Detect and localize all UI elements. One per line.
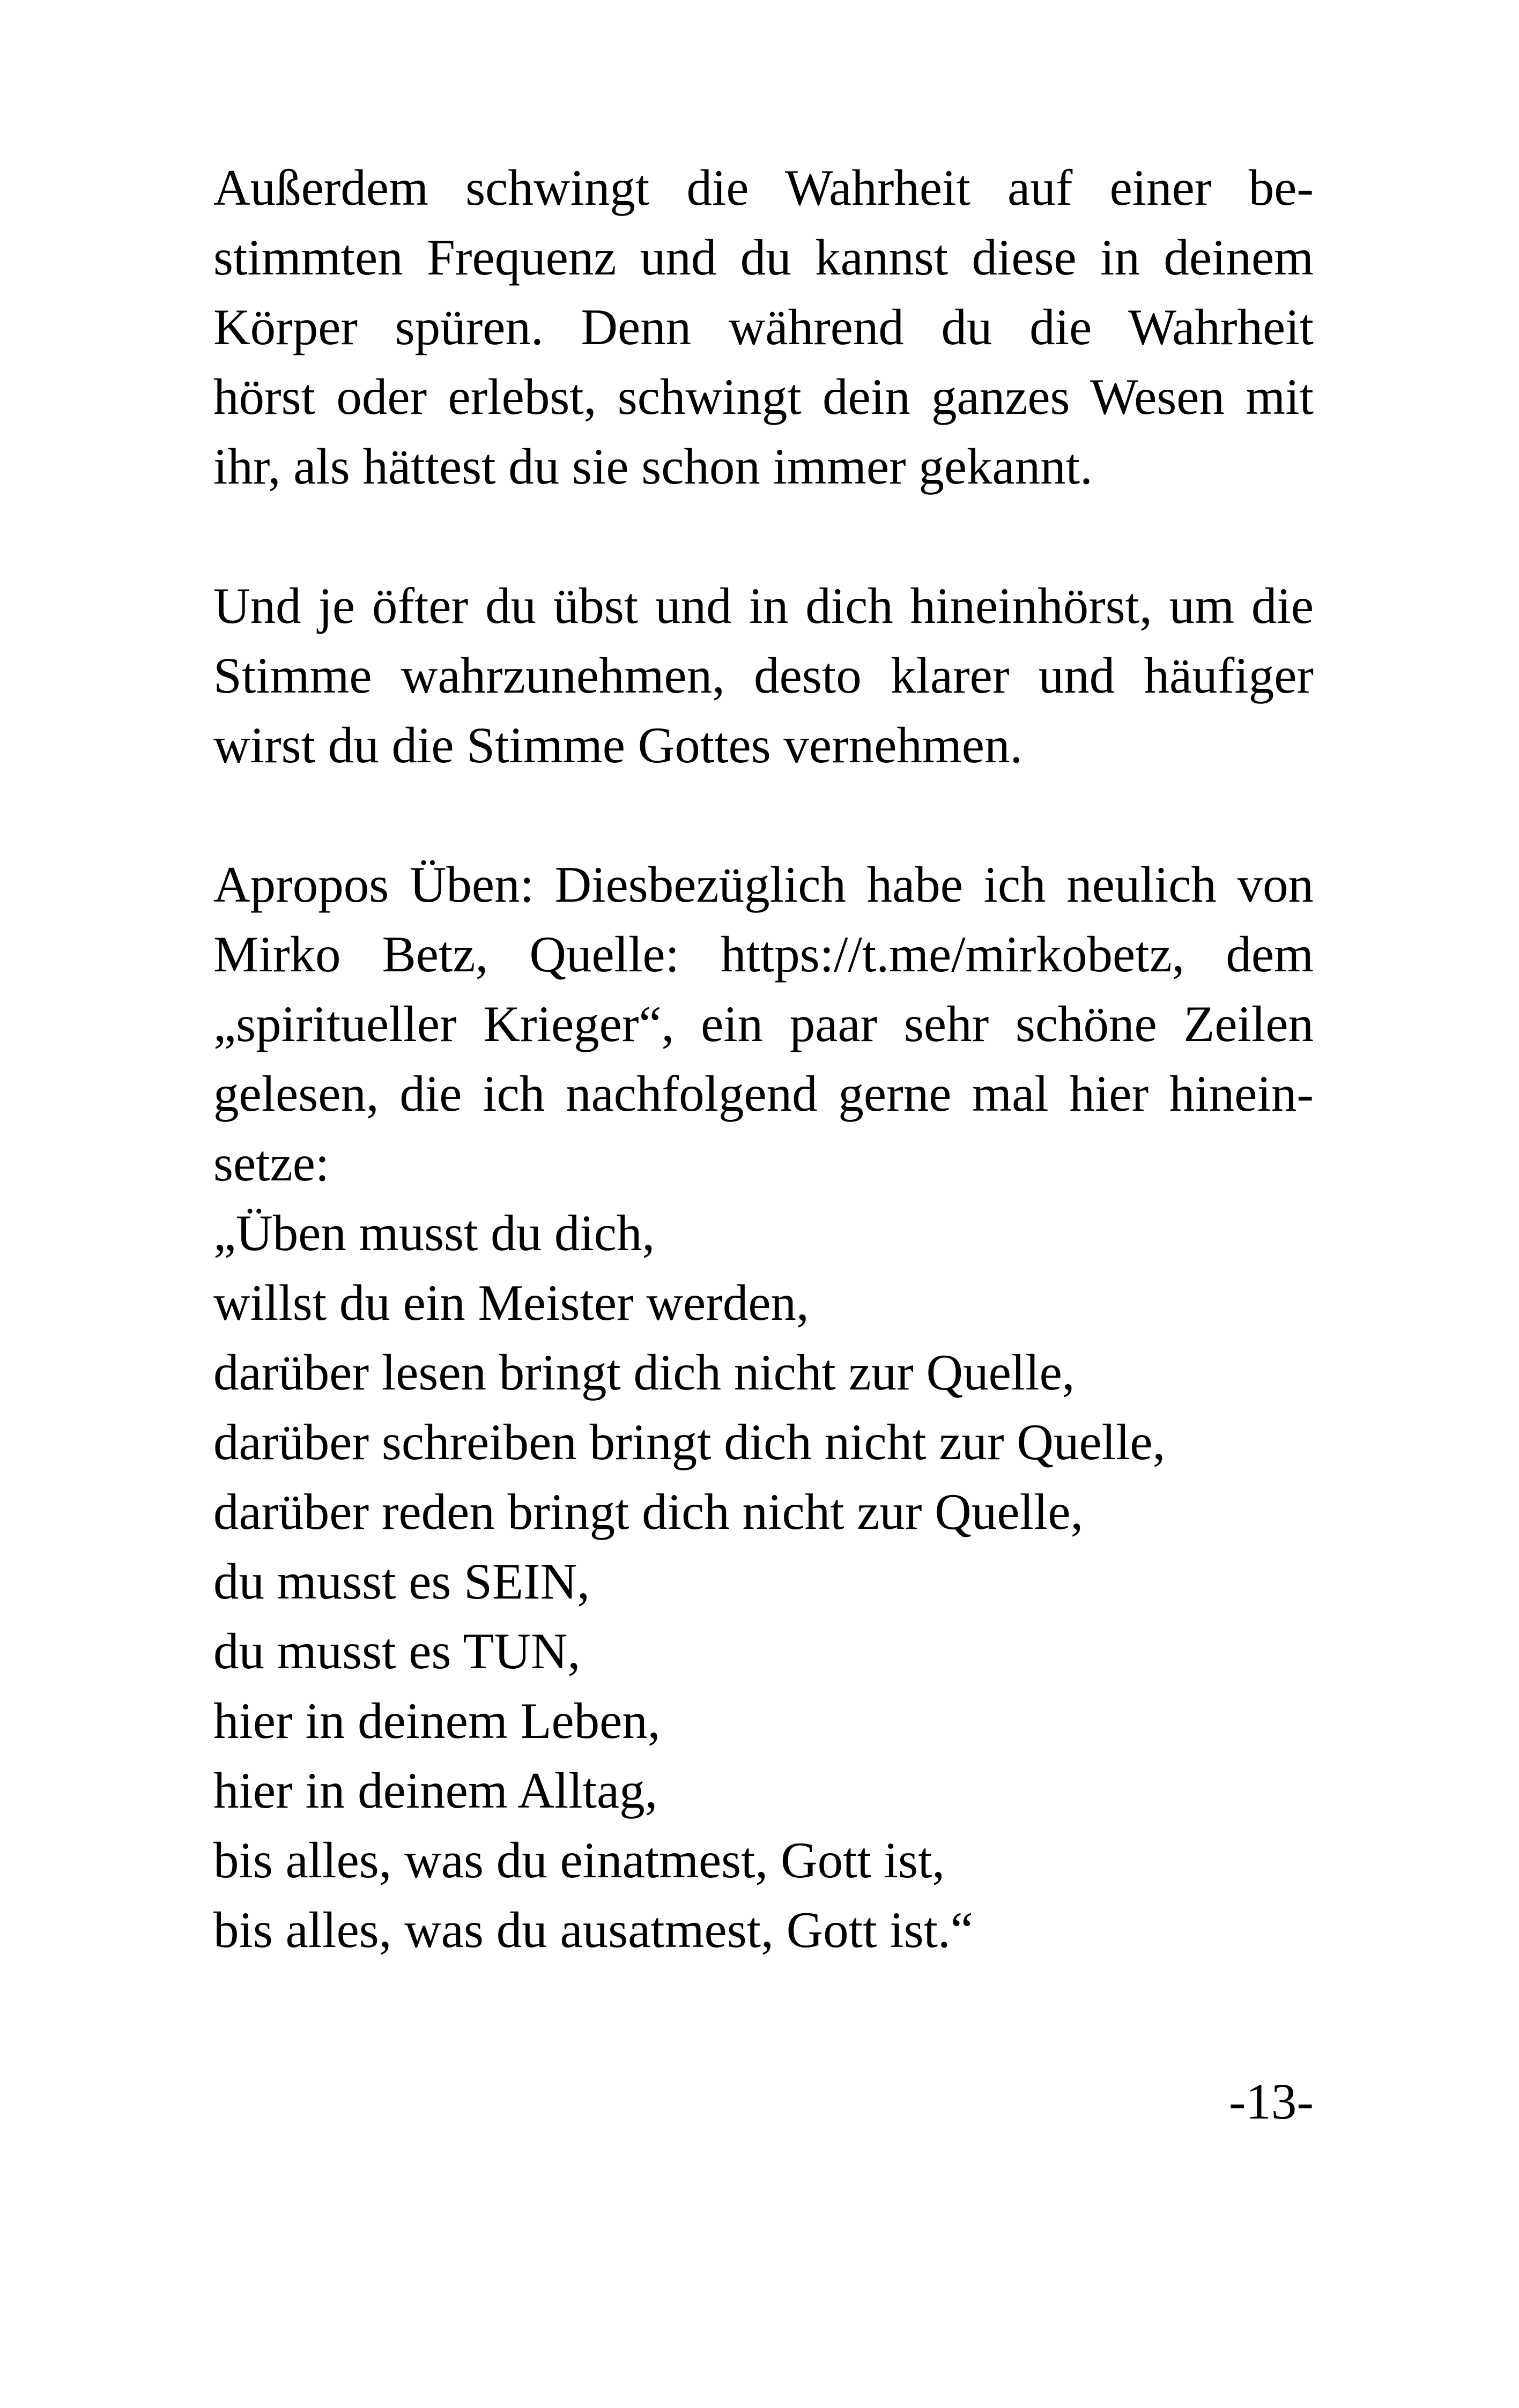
paragraph-spacer: [213, 780, 1314, 850]
text-line: Und je öfter du übst und in dich hineinhörst, um die: [213, 577, 1314, 634]
poem-line: willst du ein Meister werden,: [213, 1274, 809, 1331]
poem-line: bis alles, was du ausatmest, Gott ist.“: [213, 1901, 973, 1958]
poem-line: bis alles, was du einatmest, Gott ist,: [213, 1832, 945, 1889]
paragraph-truth-frequency: [213, 153, 1314, 501]
text-line: hörst oder erlebst, schwingt dein ganzes Wesen mit: [213, 368, 1314, 425]
text-line: Apropos Üben: Diesbezüglich habe ich neulich von: [213, 856, 1314, 913]
poem-line: darüber reden bringt dich nicht zur Quelle,: [213, 1483, 1084, 1540]
poem-line: du musst es TUN,: [213, 1623, 581, 1679]
text-line: wirst du die Stimme Gottes vernehmen.: [213, 717, 1023, 774]
poem-line: du musst es SEIN,: [213, 1553, 590, 1610]
text-line: Körper spüren. Denn während du die Wahrheit: [213, 299, 1314, 355]
text-line: Außerdem schwingt die Wahrheit auf einer be-: [213, 159, 1314, 216]
text-line: „spiritueller Krieger“, ein paar sehr schöne Zeilen: [213, 995, 1314, 1052]
poem-line: hier in deinem Leben,: [213, 1692, 661, 1749]
poem-line: darüber lesen bringt dich nicht zur Quelle,: [213, 1344, 1075, 1401]
text-line: ihr, als hättest du sie schon immer gekannt.: [213, 438, 1093, 495]
poem-line: darüber schreiben bringt dich nicht zur Quelle,: [213, 1414, 1166, 1470]
paragraph-practice-listening: [213, 571, 1314, 780]
paragraph-apropos-ueben: [213, 850, 1314, 1198]
text-line: Mirko Betz, Quelle: https://t.me/mirkobetz, dem: [213, 926, 1314, 983]
poem-line: hier in deinem Alltag,: [213, 1762, 658, 1819]
text-line: stimmten Frequenz und du kannst diese in deinem: [213, 229, 1314, 286]
text-line: Stimme wahrzunehmen, desto klarer und häufiger: [213, 647, 1314, 704]
text-line: gelesen, die ich nachfolgend gerne mal hier hinein-: [213, 1065, 1314, 1122]
page-number: -13-: [1228, 2073, 1314, 2130]
poem-quote: [213, 1198, 1314, 1965]
paragraph-spacer: [213, 501, 1314, 571]
page-body: [213, 153, 1314, 1965]
text-line: setze:: [213, 1135, 330, 1192]
poem-line: „Üben musst du dich,: [213, 1205, 655, 1261]
